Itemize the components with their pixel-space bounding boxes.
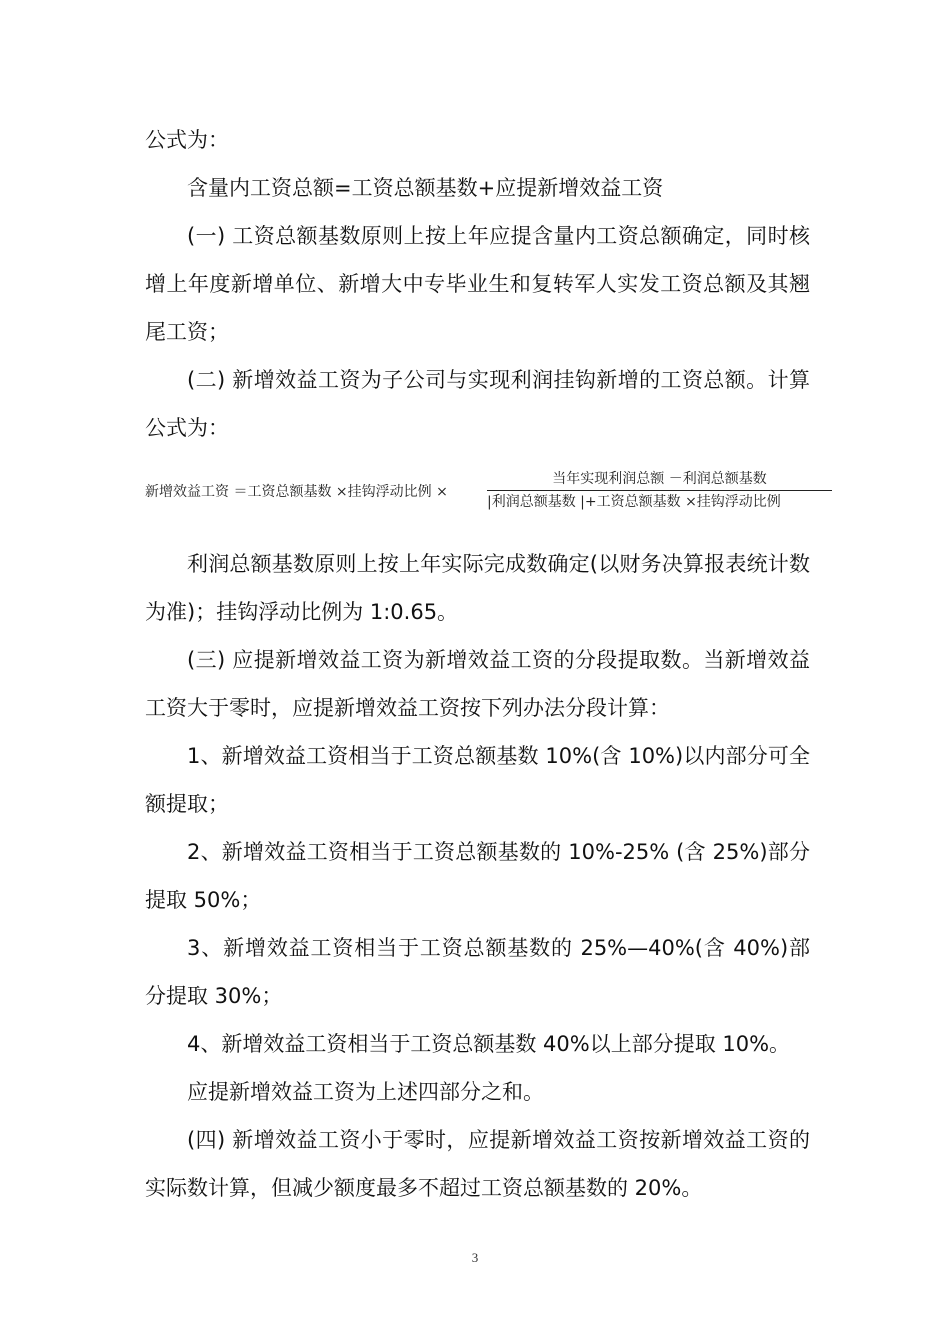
formula-lhs: 新增效益工资 ＝工资总额基数 ×挂钩浮动比例 × <box>145 484 448 500</box>
paragraph-section-3: (三) 应提新增效益工资为新增效益工资的分段提取数。当新增效益工资大于零时，应提新增效益工资按下列办法分段计算： <box>145 648 810 720</box>
benefit-wage-formula <box>145 468 835 514</box>
paragraph-formula-intro: 公式为： <box>145 128 229 152</box>
paragraph-section-2: (二) 新增效益工资为子公司与实现利润挂钩新增的工资总额。计算公式为： <box>145 368 810 440</box>
paragraph-section-4: (四) 新增效益工资小于零时，应提新增效益工资按新增效益工资的实际数计算，但减少额度最多不超过工资总额基数的 20%。 <box>145 1128 810 1200</box>
formula-denominator: |利润总额基数 |+工资总额基数 ×挂钩浮动比例 <box>487 494 781 510</box>
paragraph-tier-1: 1、新增效益工资相当于工资总额基数 10%(含 10%)以内部分可全额提取； <box>145 744 810 816</box>
paragraph-tier-2: 2、新增效益工资相当于工资总额基数的 10%-25% (含 25%)部分提取 50%； <box>145 840 810 912</box>
body-text-lower <box>145 540 810 1212</box>
page-number: 3 <box>471 1250 479 1265</box>
paragraph-tier-sum: 应提新增效益工资为上述四部分之和。 <box>187 1080 544 1104</box>
paragraph-tier-4: 4、新增效益工资相当于工资总额基数 40%以上部分提取 10%。 <box>187 1032 791 1056</box>
paragraph-section-1: (一) 工资总额基数原则上按上年应提含量内工资总额确定，同时核增上年度新增单位、新增大中专毕业生和复转军人实发工资总额及其翘尾工资； <box>145 224 810 344</box>
formula-fraction <box>487 468 832 513</box>
paragraph-tier-3: 3、新增效益工资相当于工资总额基数的 25%—40%(含 40%)部分提取 30%； <box>145 936 810 1008</box>
formula-numerator: 当年实现利润总额 －利润总额基数 <box>552 471 767 487</box>
paragraph-profit-base: 利润总额基数原则上按上年实际完成数确定(以财务决算报表统计数为准)；挂钩浮动比例为 1:0.65。 <box>145 552 810 624</box>
body-text-upper <box>145 116 810 452</box>
paragraph-total-wage-formula: 含量内工资总额=工资总额基数+应提新增效益工资 <box>187 176 664 200</box>
